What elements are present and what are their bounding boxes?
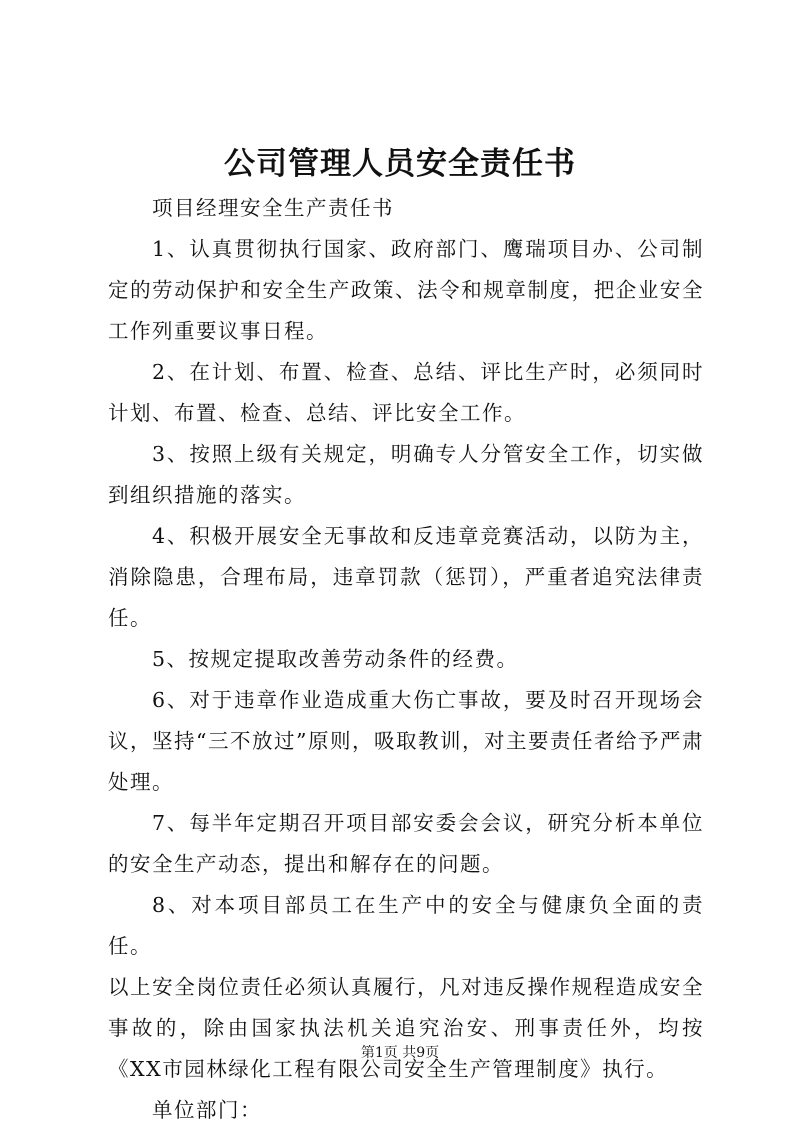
clause-8: 8、对本项目部员工在生产中的安全与健康负全面的责任。 xyxy=(108,893,704,958)
clause-2: 2、在计划、布置、检查、总结、评比生产时，必须同时计划、布置、检查、总结、评比安全工作。 xyxy=(108,360,704,425)
closing-statement: 以上安全岗位责任必须认真履行，凡对违反操作规程造成安全事故的，除由国家执法机关追究治安、刑事责任外，均按《XX市园林绿化工程有限公司安全生产管理制度》执行。 xyxy=(108,975,704,1081)
clause-5: 5、按规定提取改善劳动条件的经费。 xyxy=(152,647,519,671)
clause-1: 1、认真贯彻执行国家、政府部门、鹰瑞项目办、公司制定的劳动保护和安全生产政策、法令和规章制度，把企业安全工作列重要议事日程。 xyxy=(108,237,704,343)
document-title: 公司管理人员安全责任书 xyxy=(224,146,576,182)
signature-unit-department: 单位部门： xyxy=(152,1098,262,1122)
clause-7: 7、每半年定期召开项目部安委会会议，研究分析本单位的安全生产动态，提出和解存在的问题。 xyxy=(108,811,704,876)
clause-3: 3、按照上级有关规定，明确专人分管安全工作，切实做到组织措施的落实。 xyxy=(108,442,704,507)
page-number-footer: 第1页 共9页 xyxy=(360,1045,440,1061)
clause-6: 6、对于违章作业造成重大伤亡事故，要及时召开现场会议，坚持“三不放过”原则，吸取教训，对主要责任者给予严肃处理。 xyxy=(108,688,704,794)
section-heading: 项目经理安全生产责任书 xyxy=(152,196,394,220)
clause-4: 4、积极开展安全无事故和反违章竞赛活动，以防为主，消除隐患，合理布局，违章罚款（惩罚），严重者追究法律责任。 xyxy=(108,524,704,630)
document-body xyxy=(108,188,704,1131)
